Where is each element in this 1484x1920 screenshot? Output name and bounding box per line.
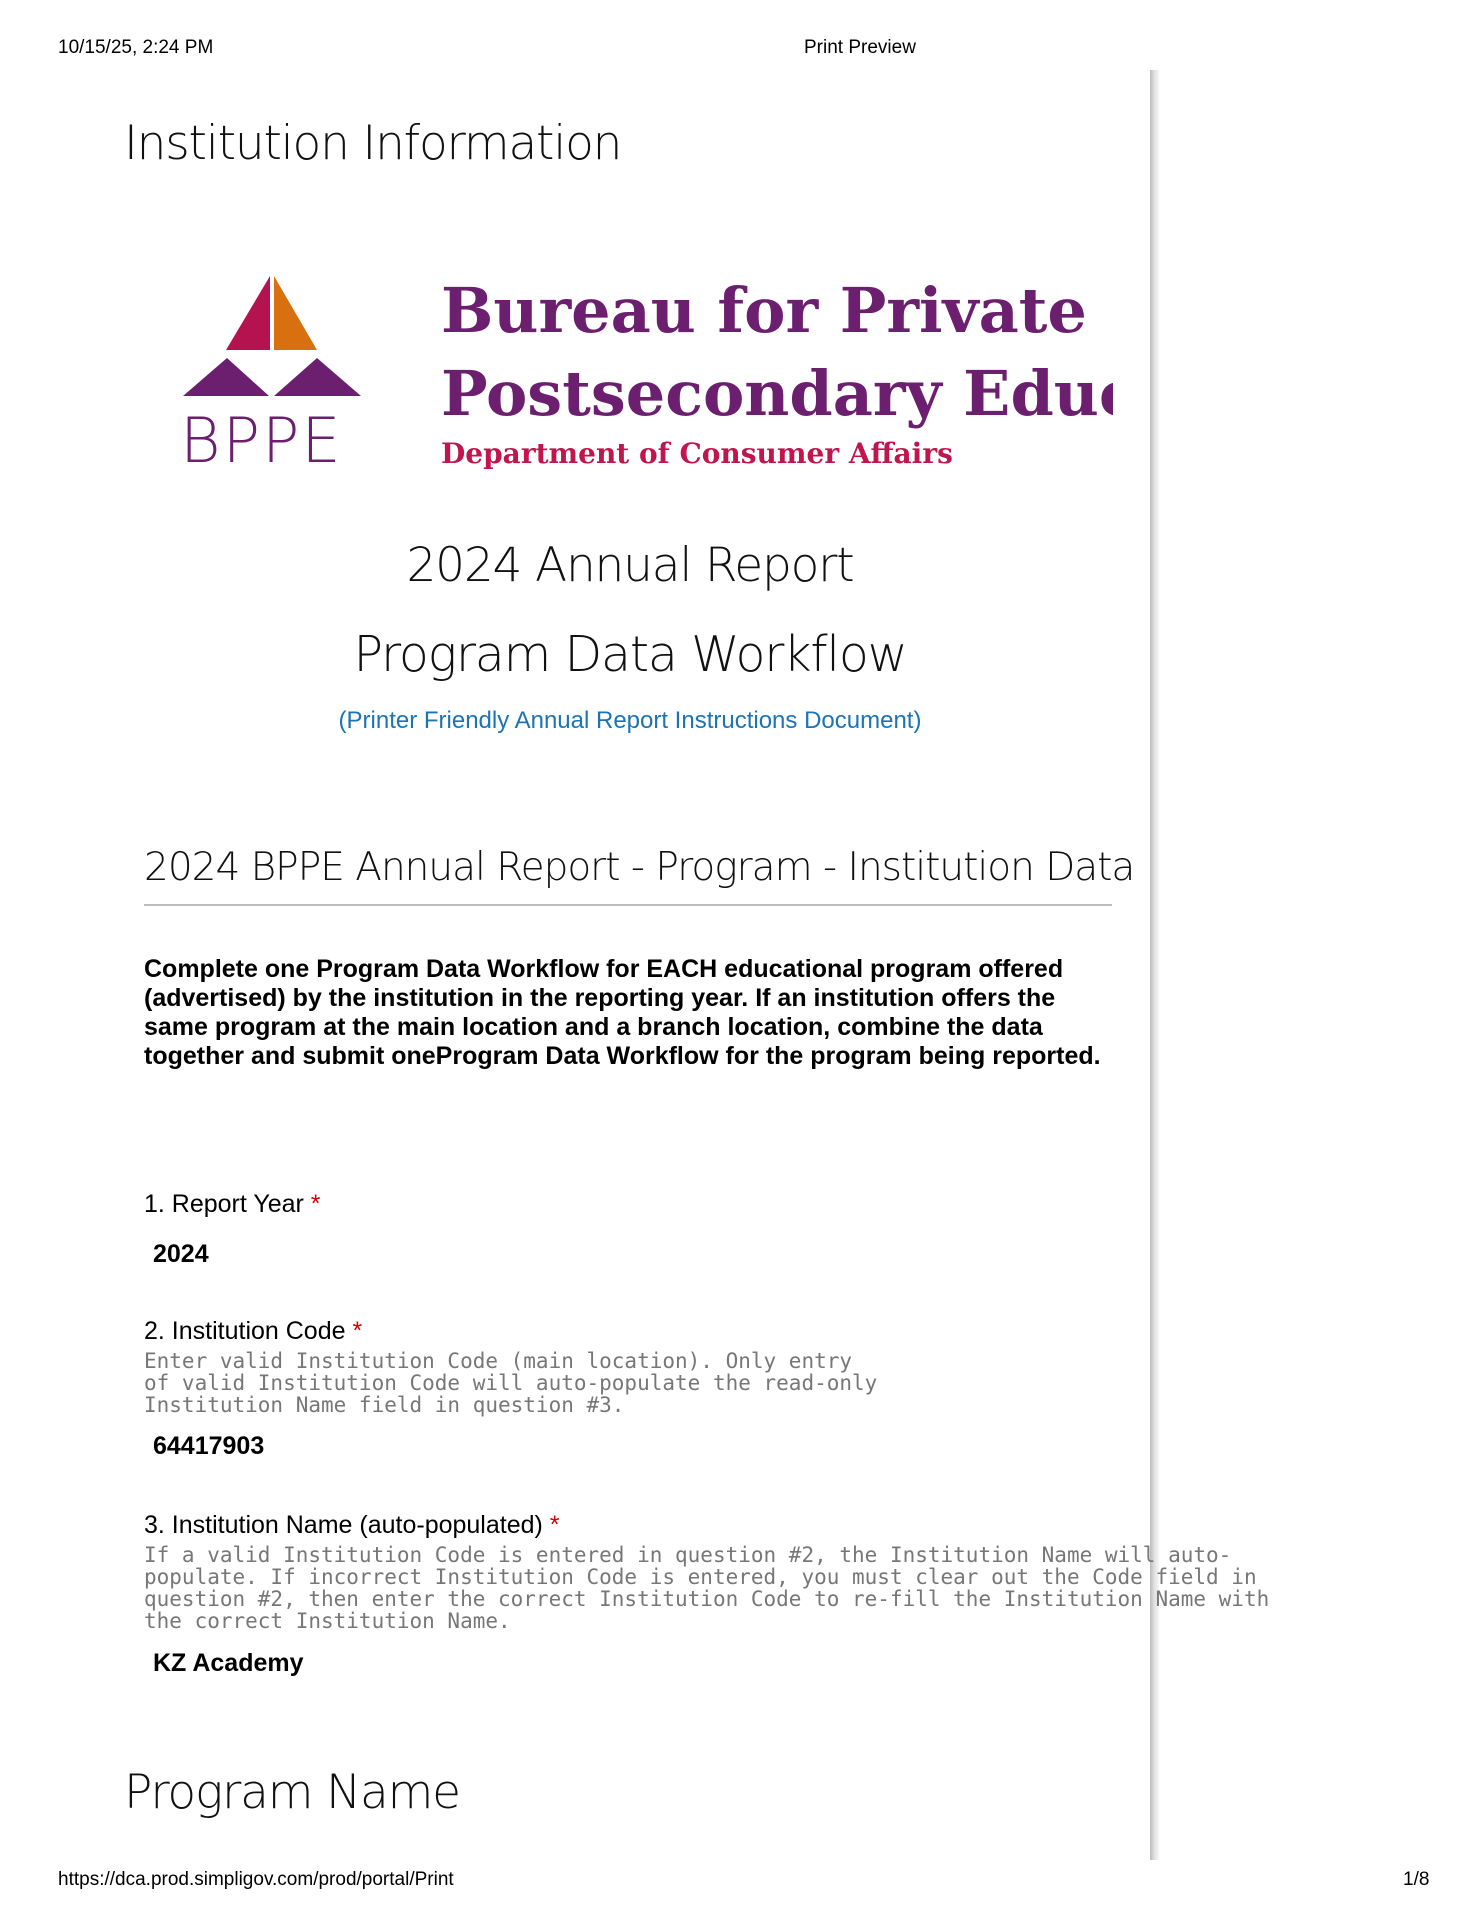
page-heading: Institution Information: [124, 116, 622, 171]
logo-abbr: BPPE: [183, 404, 343, 477]
intro-instructions: Complete one Program Data Workflow for EACH educational program offered (advertised) by the institution in the reporting year. If an institution offers the same program at the main location and a branch location, combine the data together and submit oneProgram Data Workflow for the program being reported.: [144, 955, 1101, 1070]
question-institution-code-label: [144, 1317, 362, 1346]
institution-code-help: Enter valid Institution Code (main location). Only entry of valid Institution Code will auto-populate the read-only Institution Name field in question #3.: [144, 1349, 878, 1417]
question-label-text: 2. Institution Code: [144, 1317, 346, 1345]
required-asterisk: *: [549, 1511, 560, 1539]
print-page-number: 1/8: [1403, 1869, 1430, 1890]
question-institution-name-label: [144, 1511, 560, 1540]
workflow-title: Program Data Workflow: [353, 626, 907, 683]
program-name-heading: Program Name: [124, 1765, 460, 1820]
question-label-text: 1. Report Year: [144, 1190, 304, 1218]
bppe-logo: [183, 272, 1113, 477]
print-url: https://dca.prod.simpligov.com/prod/portal/Print: [58, 1869, 454, 1890]
logo-line-2: Postsecondary Educ: [441, 357, 1113, 430]
report-title: 2024 Annual Report: [406, 538, 854, 593]
question-label-text: 3. Institution Name (auto-populated): [144, 1511, 543, 1539]
instructions-document-link[interactable]: (Printer Friendly Annual Report Instructions Document): [338, 707, 922, 734]
required-asterisk: *: [310, 1190, 321, 1218]
bppe-logo-graphic: [183, 272, 1113, 477]
institution-code-value: 64417903: [153, 1432, 265, 1460]
institution-name-value: KZ Academy: [153, 1649, 304, 1677]
section-title: 2024 BPPE Annual Report - Program - Institution Data: [144, 845, 1135, 890]
print-datetime: 10/15/25, 2:24 PM: [58, 37, 214, 58]
question-report-year-label: [144, 1190, 321, 1219]
report-year-value: 2024: [153, 1240, 209, 1268]
logo-line-1: Bureau for Private: [441, 274, 1087, 347]
logo-line-3: Department of Consumer Affairs: [441, 437, 953, 470]
section-divider: [144, 904, 1112, 906]
print-preview-title: Print Preview: [804, 37, 916, 58]
required-asterisk: *: [352, 1317, 363, 1345]
institution-name-help: If a valid Institution Code is entered in question #2, the Institution Name will auto- populate. If incorrect Institution Code is entered, you must clear out the Code field in question #2, then enter the correct Institution Code to re-fill the Institution Name with the correct Institution Name.: [144, 1543, 1270, 1633]
